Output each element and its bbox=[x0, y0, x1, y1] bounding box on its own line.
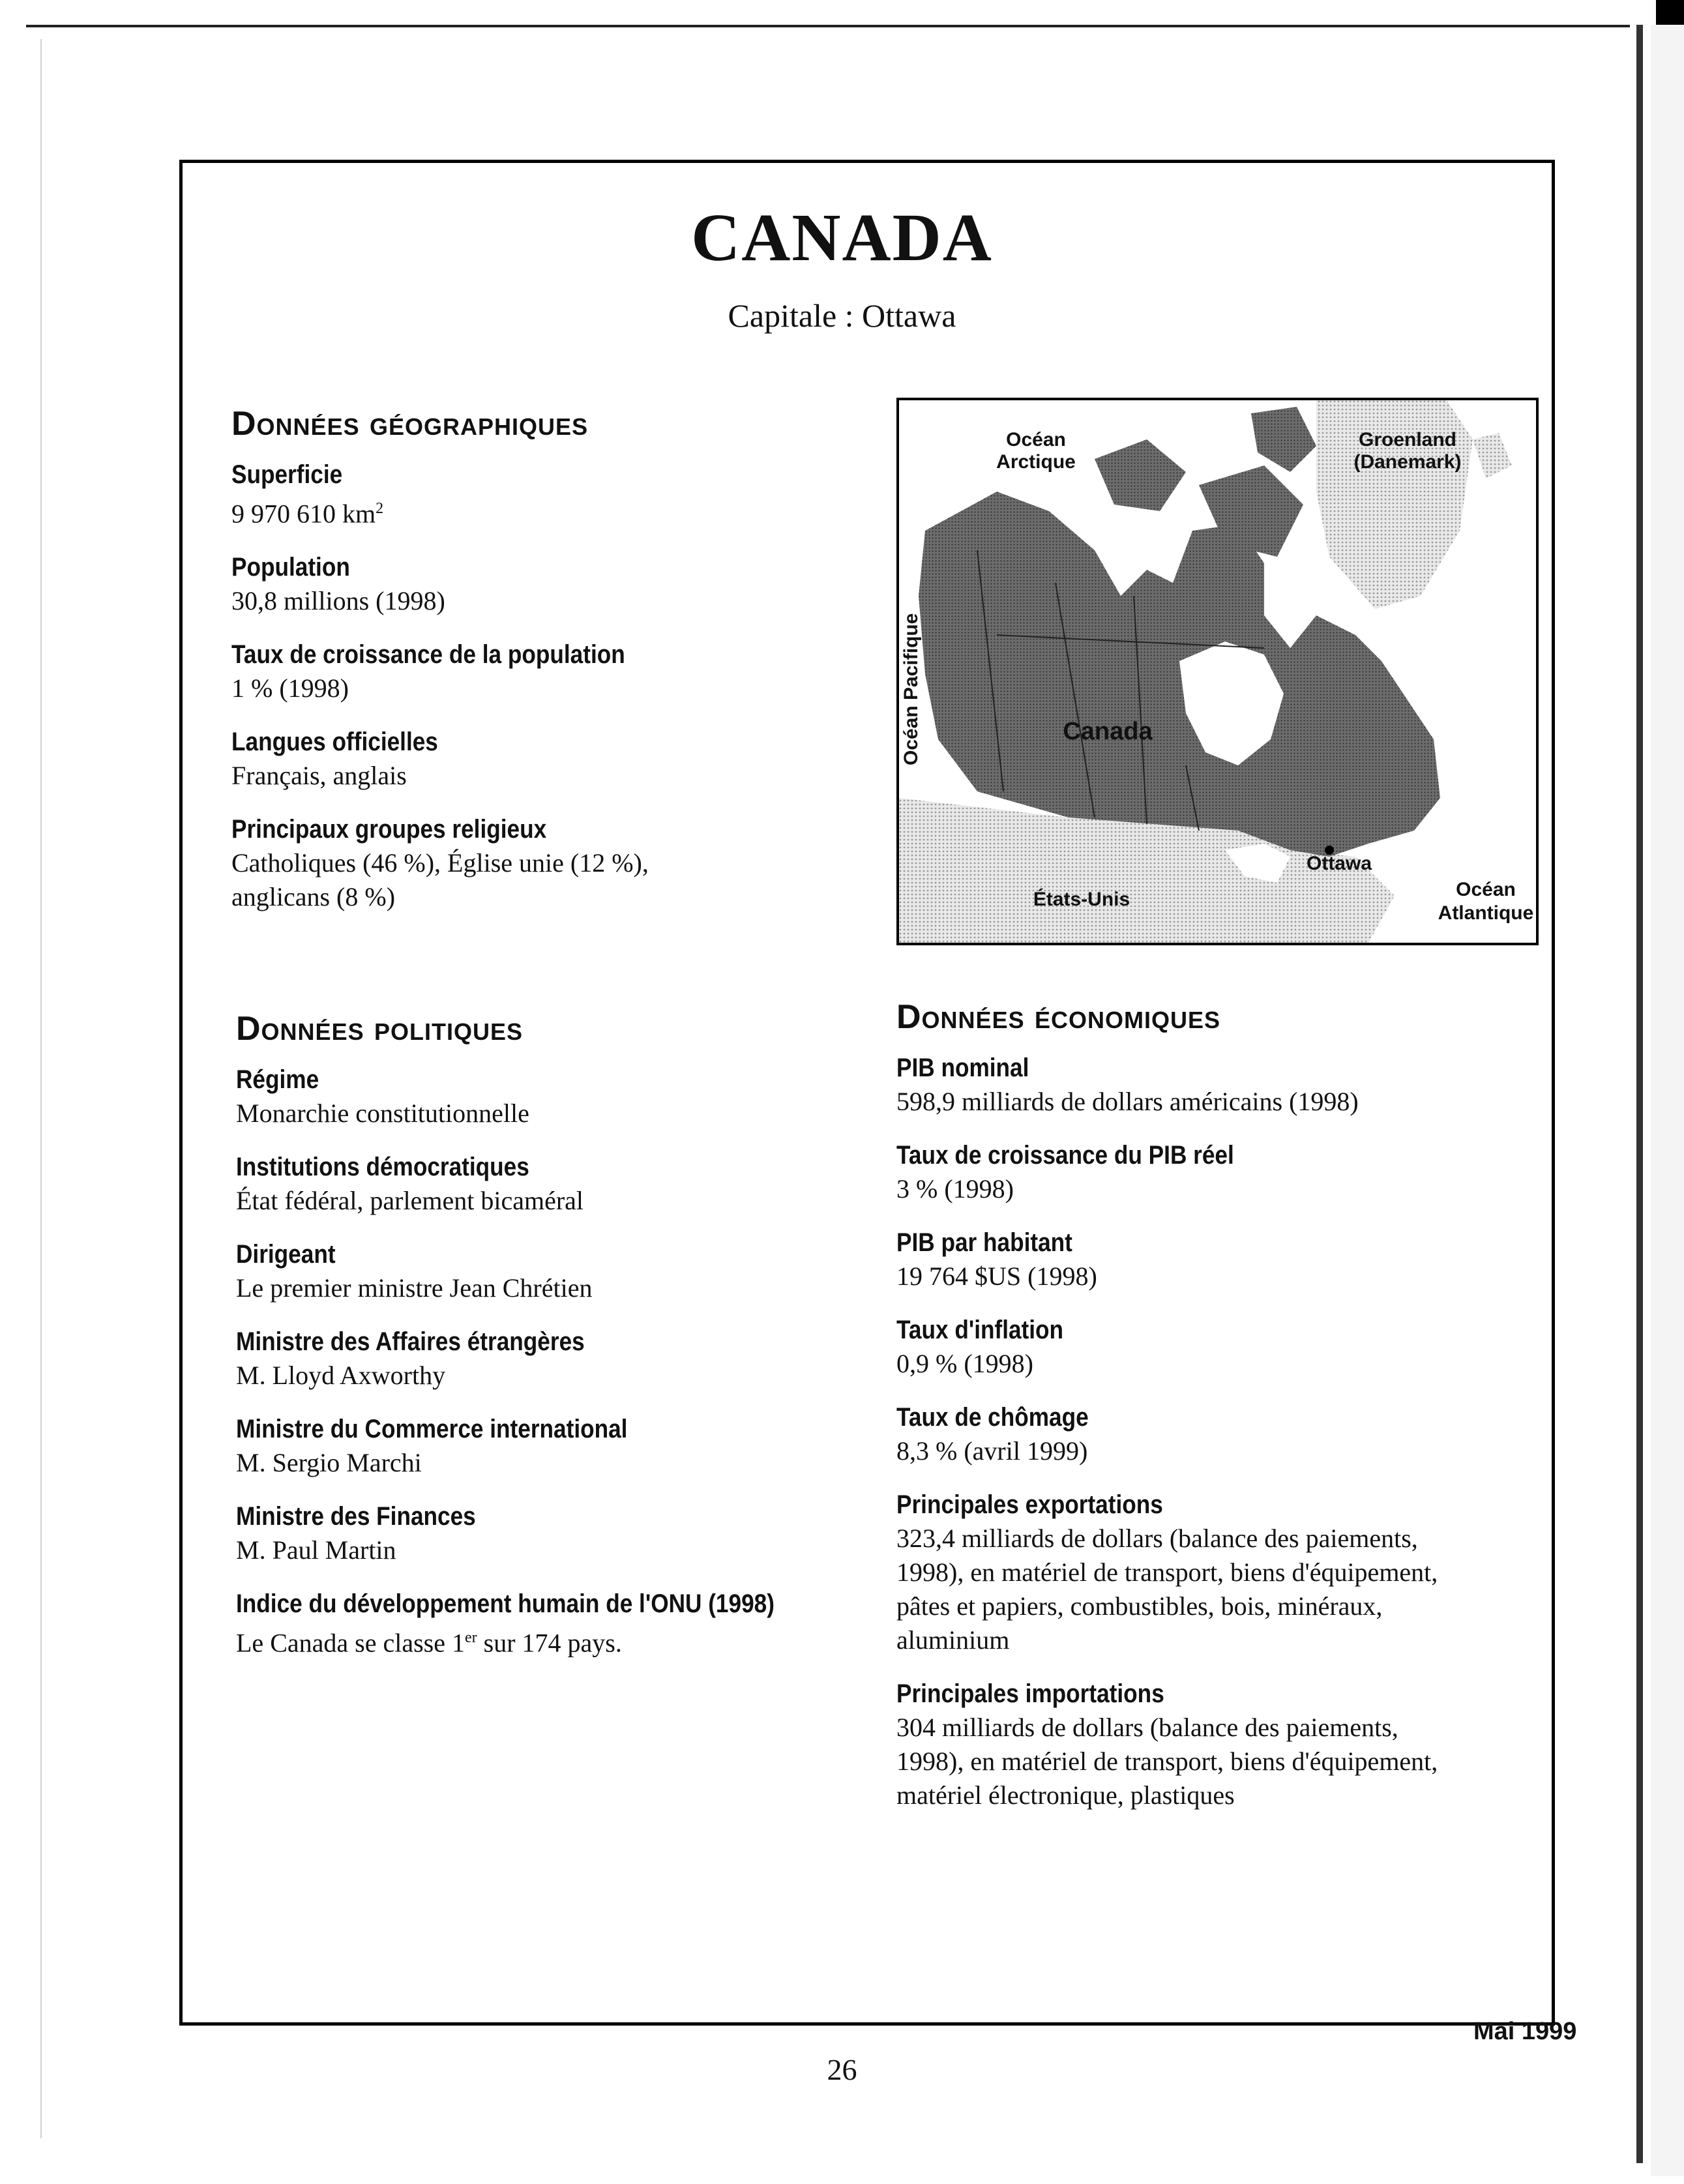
field-value: matériel électronique, plastiques bbox=[896, 1780, 1235, 1810]
field-label: Ministre des Affaires étrangères bbox=[236, 1327, 585, 1356]
pol-heading: Données politiques bbox=[236, 1010, 524, 1048]
field-value: 8,3 % (avril 1999) bbox=[896, 1436, 1088, 1466]
eco-field-imports bbox=[896, 1677, 1535, 1812]
label-arctic-1: Océan bbox=[1006, 429, 1066, 450]
field-value-cont: anglicans (8 %) bbox=[231, 882, 396, 912]
geo-field-population bbox=[231, 550, 857, 618]
hdi-ordinal: er bbox=[464, 1629, 477, 1646]
pol-field-regime bbox=[236, 1063, 862, 1130]
field-value: Monarchie constitutionnelle bbox=[236, 1099, 529, 1128]
geo-field-religion bbox=[231, 812, 857, 914]
field-label: Indice du développement humain de l'ONU (1998) bbox=[236, 1589, 775, 1618]
hdi-text: Le Canada se classe 1 bbox=[236, 1628, 465, 1658]
pol-field-leader bbox=[236, 1237, 862, 1305]
label-canada: Canada bbox=[1063, 718, 1153, 745]
field-label: Ministre du Commerce international bbox=[236, 1415, 628, 1443]
field-value: pâtes et papiers, combustibles, bois, minéraux, bbox=[896, 1591, 1383, 1621]
field-label: PIB nominal bbox=[896, 1054, 1029, 1082]
field-label: Principales exportations bbox=[896, 1490, 1163, 1519]
eco-field-inflation bbox=[896, 1313, 1535, 1381]
label-arctic-2: Arctique bbox=[996, 451, 1076, 473]
area-unit-superscript: 2 bbox=[376, 500, 384, 517]
field-value: 598,9 milliards de dollars américains (1998) bbox=[896, 1087, 1359, 1116]
field-label: Institutions démocratiques bbox=[236, 1153, 529, 1181]
label-atlantic-2: Atlantique bbox=[1438, 902, 1534, 924]
field-value: Catholiques (46 %), Église unie (12 %), bbox=[231, 848, 649, 878]
field-value: Le premier ministre Jean Chrétien bbox=[236, 1273, 593, 1303]
field-value: 1998), en matériel de transport, biens d'équipement, bbox=[896, 1747, 1438, 1776]
page-title: CANADA bbox=[691, 200, 993, 275]
field-value: 323,4 milliards de dollars (balance des paiements, bbox=[896, 1524, 1418, 1553]
field-value: 1 % (1998) bbox=[231, 673, 349, 703]
label-us: États-Unis bbox=[1033, 889, 1130, 910]
pol-field-hdi bbox=[236, 1587, 862, 1660]
field-value: 3 % (1998) bbox=[896, 1174, 1014, 1203]
pol-field-foreign bbox=[236, 1325, 862, 1393]
field-label: Régime bbox=[236, 1065, 319, 1094]
field-label: Principaux groupes religieux bbox=[231, 815, 547, 844]
field-label: PIB par habitant bbox=[896, 1228, 1072, 1257]
field-label: Principales importations bbox=[896, 1679, 1164, 1708]
map-svg bbox=[899, 400, 1536, 943]
capital-subtitle: Capitale : Ottawa bbox=[728, 297, 956, 334]
geo-field-area bbox=[231, 458, 857, 531]
field-label: Langues officielles bbox=[231, 728, 438, 757]
field-label: Taux de chômage bbox=[896, 1403, 1089, 1432]
pol-field-trade bbox=[236, 1412, 862, 1480]
field-label: Taux d'inflation bbox=[896, 1316, 1064, 1344]
field-value: 304 milliards de dollars (balance des paiements, bbox=[896, 1713, 1398, 1742]
area-value: 9 970 610 km bbox=[231, 499, 376, 529]
geo-section bbox=[231, 404, 857, 934]
label-greenland-2: (Danemark) bbox=[1353, 451, 1462, 473]
field-value: 1998), en matériel de transport, biens d'équipement, bbox=[896, 1557, 1438, 1587]
field-value: aluminium bbox=[896, 1625, 1010, 1655]
field-value bbox=[236, 1621, 862, 1660]
label-greenland-1: Groenland bbox=[1358, 429, 1457, 450]
pol-field-finance bbox=[236, 1499, 862, 1567]
eco-field-gdp bbox=[896, 1051, 1535, 1119]
scan-margin-right bbox=[1651, 25, 1684, 2176]
label-ottawa: Ottawa bbox=[1306, 853, 1372, 874]
page-number: 26 bbox=[827, 2053, 857, 2086]
eco-field-unemployment bbox=[896, 1400, 1535, 1468]
field-label: Ministre des Finances bbox=[236, 1502, 476, 1531]
scan-artifact bbox=[1656, 0, 1684, 26]
publication-date: Mai 1999 bbox=[1473, 2018, 1577, 2045]
label-atlantic-1: Océan bbox=[1456, 879, 1516, 900]
field-value: Français, anglais bbox=[231, 761, 407, 791]
scan-edge-left bbox=[40, 39, 42, 2138]
field-label: Superficie bbox=[231, 460, 343, 489]
eco-field-growth bbox=[896, 1138, 1535, 1206]
scan-edge-right bbox=[1636, 25, 1643, 2163]
field-value: M. Lloyd Axworthy bbox=[236, 1361, 446, 1390]
field-value: 30,8 millions (1998) bbox=[231, 586, 445, 616]
field-label: Population bbox=[231, 553, 350, 582]
pol-section bbox=[236, 1009, 862, 1679]
label-pacific: Océan Pacifique bbox=[900, 613, 922, 765]
field-value: 19 764 $US (1998) bbox=[896, 1262, 1097, 1291]
field-label: Dirigeant bbox=[236, 1240, 336, 1269]
field-value: 0,9 % (1998) bbox=[896, 1349, 1033, 1378]
pol-field-institutions bbox=[236, 1150, 862, 1218]
canada-map bbox=[896, 398, 1539, 945]
eco-section bbox=[896, 997, 1535, 1832]
field-value bbox=[231, 492, 857, 531]
field-label: Taux de croissance du PIB réel bbox=[896, 1141, 1234, 1170]
field-value: M. Sergio Marchi bbox=[236, 1448, 422, 1477]
geo-field-growth bbox=[231, 638, 857, 705]
eco-field-gdp-capita bbox=[896, 1226, 1535, 1293]
field-value: État fédéral, parlement bicaméral bbox=[236, 1186, 584, 1215]
eco-field-exports bbox=[896, 1488, 1535, 1657]
field-value: M. Paul Martin bbox=[236, 1535, 396, 1565]
scan-edge-top bbox=[26, 25, 1630, 27]
geo-heading: Données géographiques bbox=[231, 405, 589, 443]
geo-field-languages bbox=[231, 725, 857, 793]
hdi-text-end: sur 174 pays. bbox=[477, 1628, 622, 1658]
field-label: Taux de croissance de la population bbox=[231, 640, 625, 670]
eco-heading: Données économiques bbox=[896, 998, 1221, 1036]
